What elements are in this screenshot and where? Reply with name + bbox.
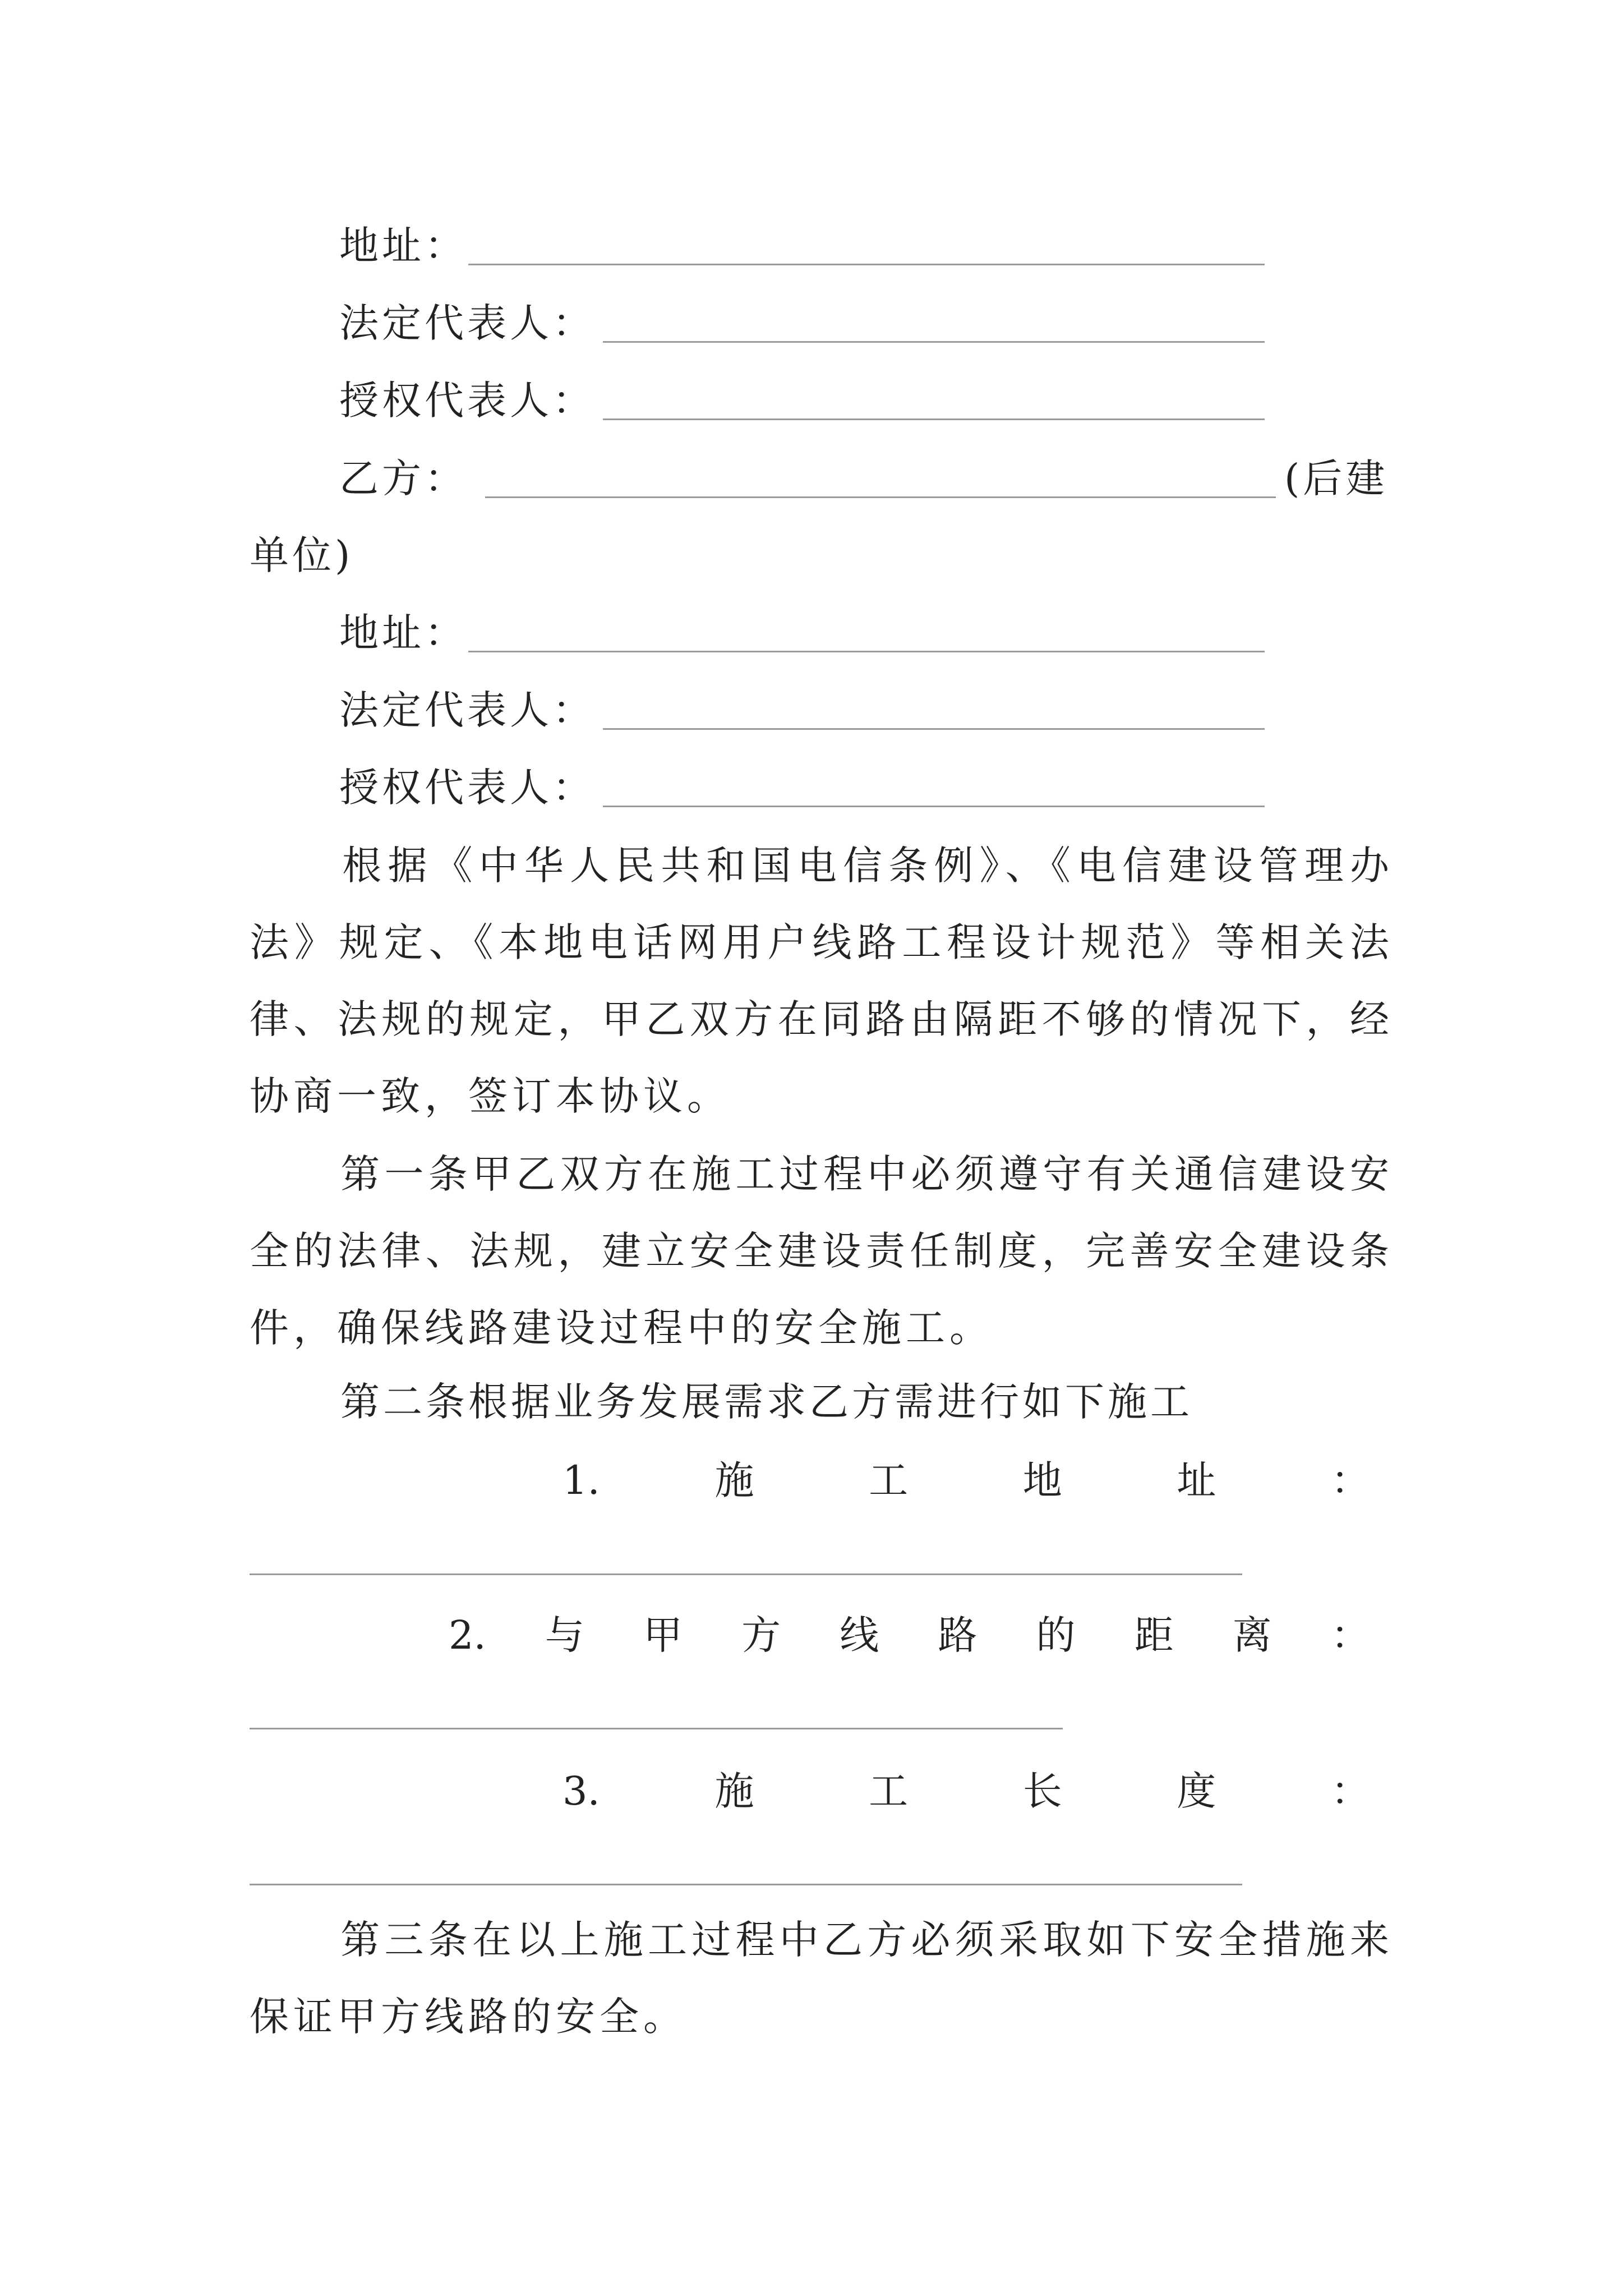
party-b-suffix: (后建 xyxy=(1284,455,1389,501)
item-2-char: 离 xyxy=(1232,1612,1272,1658)
party-b-auth-rep-blank[interactable] xyxy=(603,806,1265,807)
item-1-colon: ： xyxy=(1331,1457,1370,1503)
item-3-char: 施 xyxy=(714,1768,754,1814)
party-b-suffix-continued: 单位) xyxy=(250,532,354,578)
party-a-auth-rep-label: 授权代表人： xyxy=(339,378,595,424)
item-1-char: 施 xyxy=(714,1457,754,1503)
party-b-legal-rep-label: 法定代表人： xyxy=(339,687,595,733)
item-2-heading xyxy=(449,1610,1370,1660)
item-3-colon: ： xyxy=(1331,1768,1370,1814)
party-a-address-label: 地址： xyxy=(339,223,467,269)
party-b-address-label: 地址： xyxy=(339,610,467,656)
item-2-char: 与 xyxy=(545,1612,584,1658)
party-b-name-blank[interactable] xyxy=(485,496,1276,498)
item-3-blank[interactable] xyxy=(250,1884,1242,1885)
party-a-auth-rep-blank[interactable] xyxy=(603,418,1265,420)
preamble-paragraph xyxy=(250,827,1394,1135)
item-2-char: 的 xyxy=(1036,1612,1076,1658)
party-a-legal-rep-blank[interactable] xyxy=(603,341,1265,343)
item-2-char: 方 xyxy=(741,1612,781,1658)
article-2-text: 第二条根据业务发展需求乙方需进行如下施工 xyxy=(340,1379,1193,1425)
party-a-legal-rep-label: 法定代表人： xyxy=(339,300,595,346)
article-1-text: 第一条甲乙双方在施工过程中必须遵守有关通信建设安全的法律、法规，建立安全建设责任制度，完善安全建设条件，确保线路建设过程中的安全施工。 xyxy=(250,1151,1394,1351)
item-3-char: 度 xyxy=(1177,1768,1216,1814)
item-2-number: 2. xyxy=(449,1612,486,1658)
item-3-char: 工 xyxy=(869,1768,909,1814)
item-2-blank[interactable] xyxy=(250,1728,1063,1729)
item-1-char: 地 xyxy=(1022,1457,1062,1503)
item-1-char: 工 xyxy=(869,1457,909,1503)
party-a-address-blank[interactable] xyxy=(468,264,1265,265)
party-b-auth-rep-label: 授权代表人： xyxy=(339,765,595,811)
item-1-number: 1. xyxy=(562,1457,600,1503)
item-2-colon: ： xyxy=(1330,1612,1370,1658)
article-1-paragraph xyxy=(250,1136,1394,1366)
item-1-char: 址 xyxy=(1177,1457,1216,1503)
article-3-paragraph xyxy=(250,1902,1394,2055)
item-2-char: 线 xyxy=(840,1612,879,1658)
preamble-text: 根据《中华人民共和国电信条例》、《电信建设管理办法》规定、《本地电话网用户线路工程设计规范》等相关法律、法规的规定，甲乙双方在同路由隔距不够的情况下，经协商一致，签订本协议。 xyxy=(250,843,1394,1119)
item-1-blank[interactable] xyxy=(250,1573,1242,1575)
item-2-char: 距 xyxy=(1134,1612,1174,1658)
item-3-number: 3. xyxy=(562,1768,600,1814)
item-1-heading xyxy=(562,1455,1370,1506)
party-b-label: 乙方： xyxy=(339,455,467,501)
party-b-address-blank[interactable] xyxy=(468,651,1265,652)
party-b-legal-rep-blank[interactable] xyxy=(603,728,1265,730)
article-3-text: 第三条在以上施工过程中乙方必须采取如下安全措施来保证甲方线路的安全。 xyxy=(250,1917,1394,2040)
item-2-char: 甲 xyxy=(643,1612,683,1658)
item-3-heading xyxy=(562,1766,1370,1816)
item-3-char: 长 xyxy=(1022,1768,1062,1814)
item-2-char: 路 xyxy=(938,1612,978,1658)
